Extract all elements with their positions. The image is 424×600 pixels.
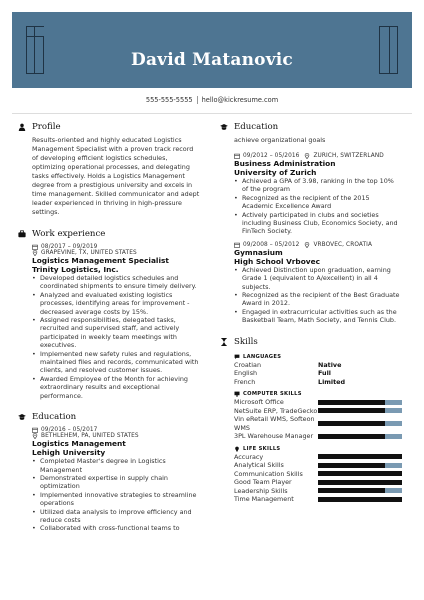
- header-frame-line: [26, 73, 44, 74]
- resume-header: [12, 12, 412, 88]
- work-dates: 08/2017 – 09/2019: [32, 244, 200, 250]
- education-school: University of Zurich: [234, 168, 317, 177]
- hourglass-icon: [220, 338, 228, 346]
- left-column: [18, 120, 200, 533]
- skill-row: Communication Skills: [234, 470, 402, 479]
- header-frame-line: [26, 26, 44, 27]
- skills-heading: [220, 335, 402, 349]
- computer-skills-group: [220, 390, 402, 441]
- education-title: Education: [234, 122, 279, 132]
- life-skills-group: [220, 445, 402, 504]
- skill-row: Analytical Skills: [234, 461, 402, 470]
- education-dates-location: 09/2008 – 05/2012 VRBOVEC, CROATIA: [234, 242, 402, 248]
- skill-level-bar: [318, 454, 402, 459]
- work-heading: [18, 227, 200, 241]
- skill-row: Accuracy: [234, 453, 402, 462]
- monitor-icon: [234, 391, 240, 397]
- life-skills-heading: LIFE SKILLS: [234, 445, 402, 453]
- list-item: • Analyzed and evaluated existing logistics processes, identifying areas for improvement - decreased average costs by 15%.: [32, 291, 200, 316]
- skill-level-bar: [318, 434, 402, 439]
- education-entry: [18, 427, 200, 533]
- education-school: Lehigh University: [32, 448, 106, 458]
- candidate-name: David Matanovic: [131, 50, 293, 70]
- profile-title: Profile: [32, 122, 61, 132]
- skill-row: Vin eRetail WMS, Softeon WMS: [234, 415, 402, 432]
- list-item: • Developed detailed logistics schedules and coordinated shipments to ensure timely delivery.: [32, 274, 200, 291]
- education-entry: [220, 242, 402, 325]
- education-bullets: [32, 457, 200, 533]
- contact-line: [0, 96, 424, 104]
- education-degree: Business Administration: [234, 159, 336, 168]
- skill-row: Microsoft Office: [234, 398, 402, 407]
- skills-title: Skills: [234, 336, 258, 347]
- education-entry: [220, 153, 402, 236]
- person-icon: [18, 123, 26, 131]
- skill-row: 3PL Warehouse Manager: [234, 432, 402, 441]
- work-role: Logistics Management Specialist: [32, 256, 169, 265]
- lightbulb-icon: [234, 446, 240, 452]
- computer-skills-heading: COMPUTER SKILLS: [234, 390, 402, 398]
- list-item: • Recognized as the recipient of the 2015 Academic Excellence Award: [234, 194, 402, 211]
- list-item: • Implemented innovative strategies to streamline operations: [32, 491, 200, 508]
- education-heading: [18, 410, 200, 424]
- profile-heading: [18, 120, 200, 134]
- email-text: hello@kickresume.com: [201, 96, 279, 104]
- work-entry: [18, 244, 200, 400]
- calendar-icon: [234, 242, 240, 248]
- list-item: • Assigned responsibilities, delegated tasks, recruited and supervised staff, and actively participated in weekly team meetings with executives.: [32, 316, 200, 350]
- work-company: Trinity Logistics, Inc.: [32, 265, 119, 274]
- education-heading: [220, 120, 402, 134]
- skill-level-bar: [318, 471, 402, 476]
- list-item: • Demonstrated expertise in supply chain optimization: [32, 474, 200, 491]
- list-item: • Collaborated with cross-functional teams to: [32, 524, 200, 532]
- skill-row: NetSuite ERP, TradeGecko: [234, 407, 402, 416]
- briefcase-icon: [18, 230, 26, 238]
- graduation-cap-icon: [220, 123, 228, 131]
- skill-level-bar: [318, 488, 402, 493]
- work-location: GRAPEVINE, TX, UNITED STATES: [32, 250, 200, 256]
- header-divider: [12, 113, 412, 114]
- work-title: Work experience: [32, 229, 106, 239]
- education-continuation: achieve organizational goals: [234, 136, 326, 144]
- skill-level-bar: [318, 408, 402, 413]
- list-item: • Implemented new safety rules and regulations, maintained files and records, communicated with clients, and resolved customer issues.: [32, 350, 200, 375]
- skill-row: Leadership Skills: [234, 487, 402, 496]
- profile-text: Results-oriented and highly educated Logistics Management Specialist with a proven track record of developing efficient logistics schedules, optimizing operational processes, and delegating tasks effectively. Holds a Logistics Management degree from a prestigious university and excels in time management. Skilled communicator and adept leader experienced in thriving in high-pressure settings.: [32, 136, 200, 216]
- language-row: Croatian Native: [234, 360, 342, 369]
- speech-bubble-icon: [234, 354, 240, 360]
- education-title: Education: [32, 412, 77, 423]
- list-item: • Utilized data analysis to improve efficiency and reduce costs: [32, 508, 200, 525]
- education-location: BETHLEHEM, PA, UNITED STATES: [32, 433, 200, 439]
- skill-level-bar: [318, 480, 402, 485]
- right-column: [220, 120, 402, 504]
- skill-level-bar: [318, 400, 402, 405]
- language-row: English Full: [234, 369, 331, 378]
- education-dates: 09/2016 – 05/2017: [32, 427, 200, 433]
- list-item: • Completed Master's degree in Logistics Management: [32, 457, 200, 474]
- list-item: • Achieved Distinction upon graduation, earning Grade 1 (equivalent to A/excellent) in all 4 subjects.: [234, 266, 402, 291]
- languages-group: [220, 353, 402, 387]
- skill-row: Good Team Player: [234, 478, 402, 487]
- phone-text: 555-555-5555: [145, 96, 193, 104]
- skill-level-bar: [318, 421, 402, 426]
- languages-heading: LANGUAGES: [234, 353, 402, 361]
- location-pin-icon: [304, 242, 310, 248]
- list-item: • Achieved a GPA of 3.98, ranking in the top 10% of the program: [234, 177, 402, 194]
- graduation-cap-icon: [18, 413, 26, 421]
- skill-level-bar: [318, 497, 402, 502]
- list-item: • Recognized as the recipient of the Best Graduate Award in 2012.: [234, 291, 402, 308]
- work-bullets: [32, 274, 200, 400]
- skill-row: Time Management: [234, 495, 402, 504]
- language-row: French Limited: [234, 377, 346, 386]
- header-frame-line: [379, 73, 398, 74]
- contact-divider: [197, 96, 198, 104]
- education-degree: Logistics Management: [32, 439, 126, 449]
- list-item: • Engaged in extracurricular activities such as the Basketball Team, Math Society, and Tennis Club.: [234, 308, 402, 325]
- education-dates-location: 09/2012 – 05/2016 ZURICH, SWITZERLAND: [234, 153, 402, 159]
- education-degree: Gymnasium: [234, 247, 283, 257]
- education-bullets: [234, 266, 402, 325]
- skill-level-bar: [318, 463, 402, 468]
- education-school: High School Vrbovec: [234, 256, 321, 266]
- list-item: • Actively participated in clubs and societies including Business Club, Economics Society, and FinTech Society.: [234, 211, 402, 236]
- header-frame-line: [26, 36, 44, 37]
- education-bullets: [234, 177, 402, 236]
- header-frame-line: [379, 26, 398, 27]
- list-item: • Awarded Employee of the Month for achieving extraordinary results and exceptional performance.: [32, 375, 200, 400]
